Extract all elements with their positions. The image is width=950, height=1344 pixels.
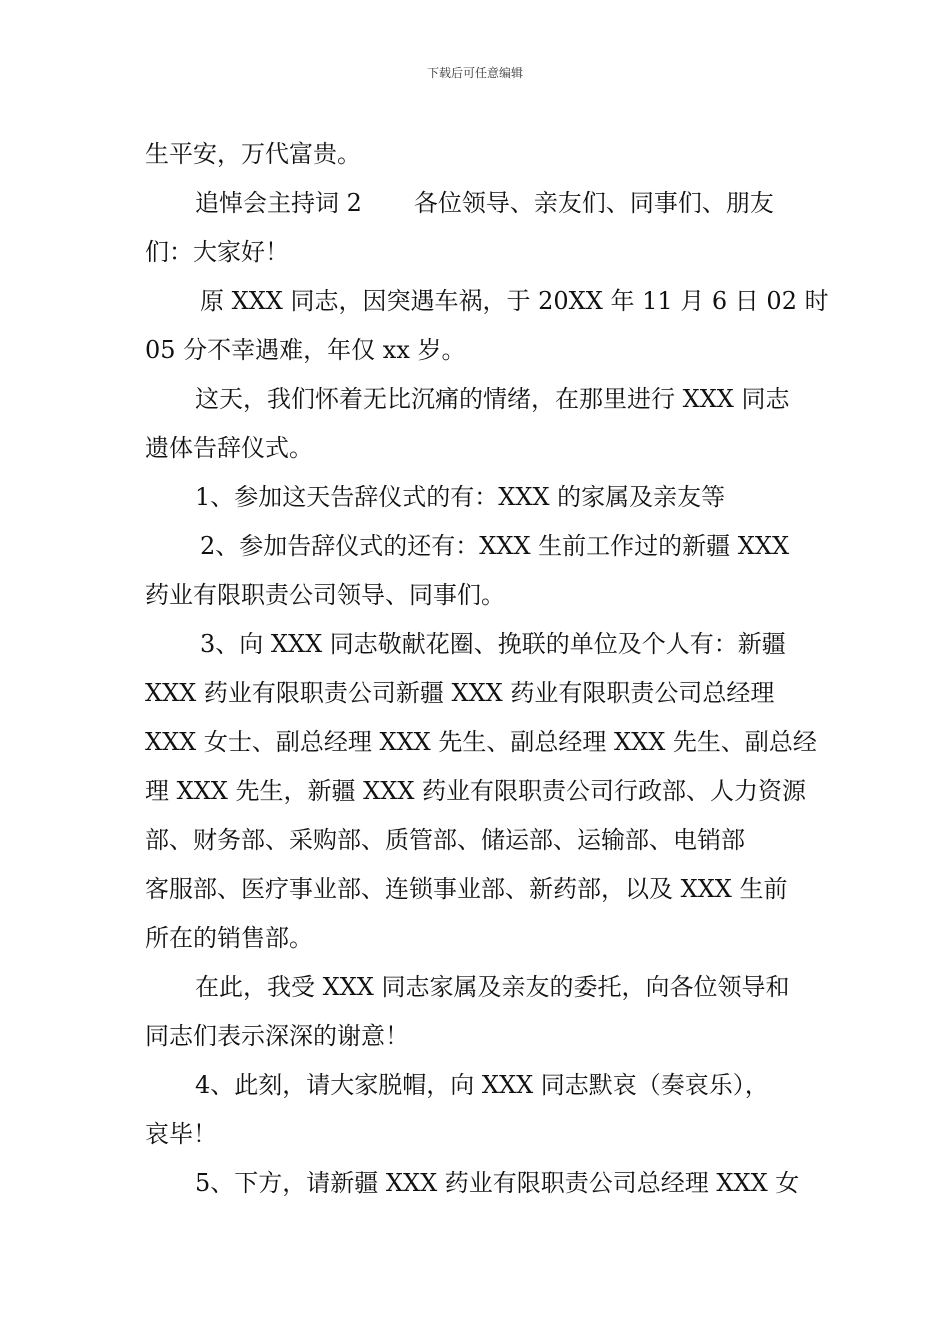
text-line: 们：大家好！ — [145, 238, 289, 266]
speech-title: 追悼会主持词 2 — [195, 189, 362, 217]
text-line: 部、财务部、采购部、质管部、储运部、运输部、电销部 — [145, 826, 745, 854]
text-line: 5、下方，请新疆 XXX 药业有限职责公司总经理 XXX 女 — [195, 1169, 800, 1197]
text-line: 药业有限职责公司领导、同事们。 — [145, 581, 505, 609]
text-line: 05 分不幸遇难，年仅 xx 岁。 — [145, 336, 466, 364]
text-line: 3、向 XXX 同志敬献花圈、挽联的单位及个人有：新疆 — [200, 630, 786, 658]
text-line-heading — [145, 179, 810, 228]
greeting: 各位领导、亲友们、同事们、朋友 — [413, 189, 774, 217]
text-line: 1、参加这天告辞仪式的有：XXX 的家属及亲友等 — [195, 483, 726, 511]
text-line: 客服部、医疗事业部、连锁事业部、新药部，以及 XXX 生前 — [145, 875, 788, 903]
text-line: 4、此刻，请大家脱帽，向 XXX 同志默哀（奏哀乐）， — [195, 1071, 769, 1099]
text-line: 2、参加告辞仪式的还有：XXX 生前工作过的新疆 XXX — [200, 532, 790, 560]
text-line: 生平安，万代富贵。 — [145, 140, 361, 168]
text-line: 原 XXX 同志，因突遇车祸，于 20XX 年 11 月 6 日 02 时 — [200, 287, 829, 315]
text-line: 这天，我们怀着无比沉痛的情绪，在那里进行 XXX 同志 — [195, 385, 790, 413]
text-line: 所在的销售部。 — [145, 924, 313, 952]
text-line: XXX 药业有限职责公司新疆 XXX 药业有限职责公司总经理 — [145, 679, 775, 707]
text-line: XXX 女士、副总经理 XXX 先生、副总经理 XXX 先生、副总经 — [145, 728, 817, 756]
text-line: 哀毕！ — [145, 1120, 217, 1148]
text-line: 在此，我受 XXX 同志家属及亲友的委托，向各位领导和 — [195, 973, 790, 1001]
text-line: 理 XXX 先生，新疆 XXX 药业有限职责公司行政部、人力资源 — [145, 777, 807, 805]
text-line: 遗体告辞仪式。 — [145, 434, 313, 462]
document-body — [145, 130, 829, 1208]
text-line: 同志们表示深深的谢意！ — [145, 1022, 409, 1050]
page-header: 下载后可任意编辑 — [426, 66, 523, 80]
